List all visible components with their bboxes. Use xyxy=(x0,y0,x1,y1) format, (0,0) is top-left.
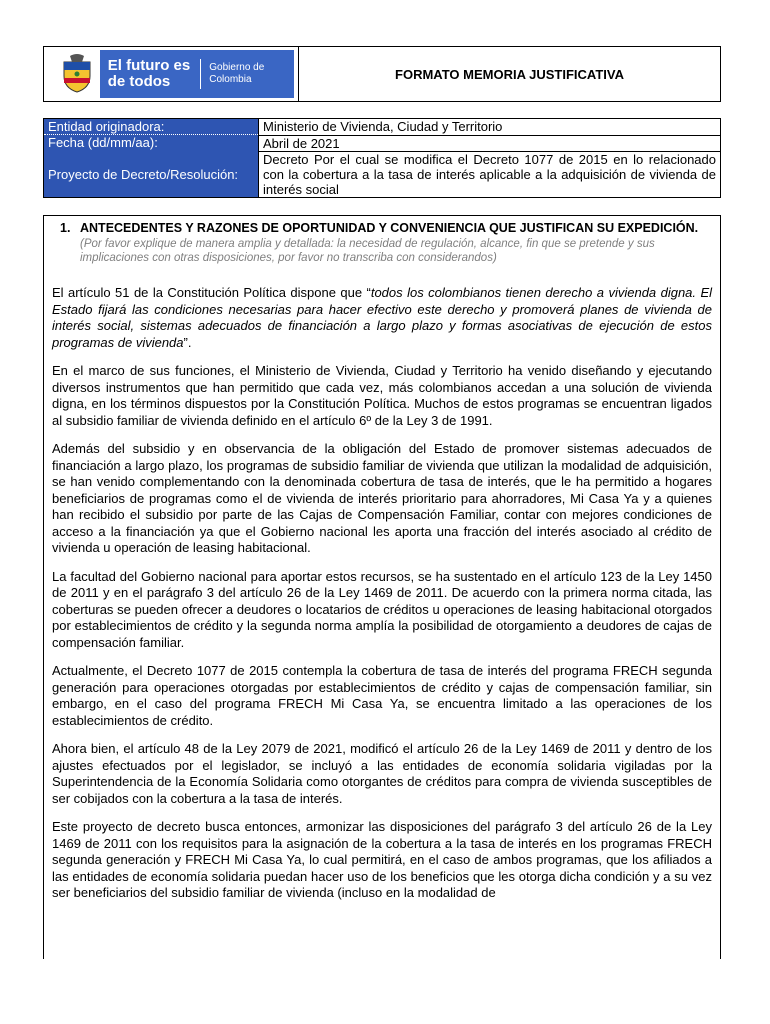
document-title: FORMATO MEMORIA JUSTIFICATIVA xyxy=(395,66,624,82)
logo-slogan: El futuro es de todos xyxy=(107,57,191,90)
project-value: Decreto Por el cual se modifica el Decreto 1077 de 2015 en lo relacionado con la cobertura a la tasa de interés aplicable a la adquisición de vivienda de interés social xyxy=(258,151,720,197)
paragraph-2: En el marco de sus funciones, el Ministerio de Vivienda, Ciudad y Territorio ha venido diseñando y ejecutando diversos instrumentos que han permitido que cada vez, más colombianos accedan a una solución de vivienda digna, en los términos dispuestos por la Constitución Política. Muchos de estos programas se encuentran ligados al subsidio familiar de vivienda definido en el artículo 6º de la Ley 3 de 1991. xyxy=(52,363,712,428)
date-row xyxy=(44,135,720,151)
info-table xyxy=(43,118,721,198)
logo-divider xyxy=(200,59,201,89)
entity-value: Ministerio de Vivienda, Ciudad y Territorio xyxy=(258,119,720,135)
section-instructions: (Por favor explique de manera amplia y detallada: la necesidad de regulación, alcance, fin que se pretende y sus implicaciones con otras disposiciones, por favor no transcriba con considerandos) xyxy=(80,238,655,264)
paragraph-4: La facultad del Gobierno nacional para aportar estos recursos, se ha sustentado en el artículo 123 de la Ley 1450 de 2011 y en el parágrafo 3 del artículo 26 de la Ley 1469 de 2011. De acuerdo con la primera norma citada, las coberturas se pueden ofrecer a deudores o locatarios de créditos u operaciones de leasing habitacional otorgados por establecimientos de crédito y la segunda norma amplía la posibilidad de otorgamiento a deudores de cajas de compensación familiar. xyxy=(52,568,712,650)
date-label: Fecha (dd/mm/aa): xyxy=(44,135,258,151)
paragraph-1 xyxy=(52,285,712,351)
paragraph-3: Además del subsidio y en observancia de la obligación del Estado de promover sistemas adecuados de financiación a largo plazo, los programas de subsidio familiar de vivienda que utilizan la modalidad de adquisición, se han venido complementando con la denominada cobertura de tasa de interés, que le ha permitido a hogares beneficiarios de programas como el de vivienda de interés prioritario para ahorradores, Mi Casa Ya y a quienes han recibido el subsidio por parte de las Cajas de Compensación Familiar, contar con mejores condiciones de acceso a la financiación ya que el Gobierno nacional les aporta una fracción del interés asociado al crédito de vivienda u operación de leasing habitacional. xyxy=(52,441,712,555)
paragraph-7: Este proyecto de decreto busca entonces, armonizar las disposiciones del parágrafo 3 del artículo 26 de la Ley 1469 de 2011 con los requisitos para la asignación de la cobertura a la tasa de interés en los programas FRECH segunda generación y FRECH Mi Casa Ya, lo cual permitirá, en el caso de ambos programas, que los afiliados a las entidades de economía solidaria puedan hacer uso de los beneficios que les otorga dicha condición y a su vez ser beneficiarios del subsidio familiar de vivienda (incluso en la modalidad de xyxy=(52,819,712,900)
paragraph-1-quote: todos los colombianos tienen derecho a vivienda digna. El Estado fijará las condiciones necesarias para hacer efectivo este derecho y promoverá planes de vivienda de interés social, sistemas adecuados de financiación a largo plazo y formas asociativas de ejecución de estos programas de vivienda xyxy=(52,285,712,350)
logo-cell xyxy=(44,47,299,101)
section-heading-text: ANTECEDENTES Y RAZONES DE OPORTUNIDAD Y CONVENIENCIA QUE JUSTIFICAN SU EXPEDICIÓN. xyxy=(80,221,699,235)
project-label-text: Proyecto de Decreto/Resolución: xyxy=(48,166,239,182)
paragraph-1-intro: El artículo 51 de la Constitución Política dispone que “ xyxy=(52,285,371,300)
section-number: 1. xyxy=(60,221,71,235)
section-heading xyxy=(52,221,712,236)
paragraph-6: Ahora bien, el artículo 48 de la Ley 2079 de 2021, modificó el artículo 26 de la Ley 1469 de 2011 y dentro de los ajustes efectuados por el legislador, se incluyó a las entidades de economía solidaria vigiladas por la Superintendencia de la Economía Solidaria como otorgantes de créditos para compra de vivienda susceptibles de ser cobijados con la cobertura a la tasa de interés. xyxy=(52,741,712,806)
government-logo xyxy=(54,50,294,98)
logo-government-text: Gobierno de Colombia xyxy=(209,62,265,85)
project-label xyxy=(44,151,258,197)
coat-of-arms-icon xyxy=(54,50,100,98)
paragraph-5: Actualmente, el Decreto 1077 de 2015 contempla la cobertura de tasa de interés del programa FRECH segunda generación para operaciones otorgadas por establecimientos de crédito y cajas de compensación familiar, sin embargo, en el caso del programa FRECH Mi Casa Ya, se encuentra limitado a las operaciones de los establecimientos de crédito. xyxy=(52,663,712,728)
paragraph-1-end: ”. xyxy=(183,334,192,350)
entity-label: Entidad originadora: xyxy=(44,119,258,135)
entity-row xyxy=(44,119,720,135)
section-1-body xyxy=(43,215,721,959)
document-header xyxy=(43,46,721,102)
date-value: Abril de 2021 xyxy=(258,135,720,151)
project-row xyxy=(44,151,720,197)
